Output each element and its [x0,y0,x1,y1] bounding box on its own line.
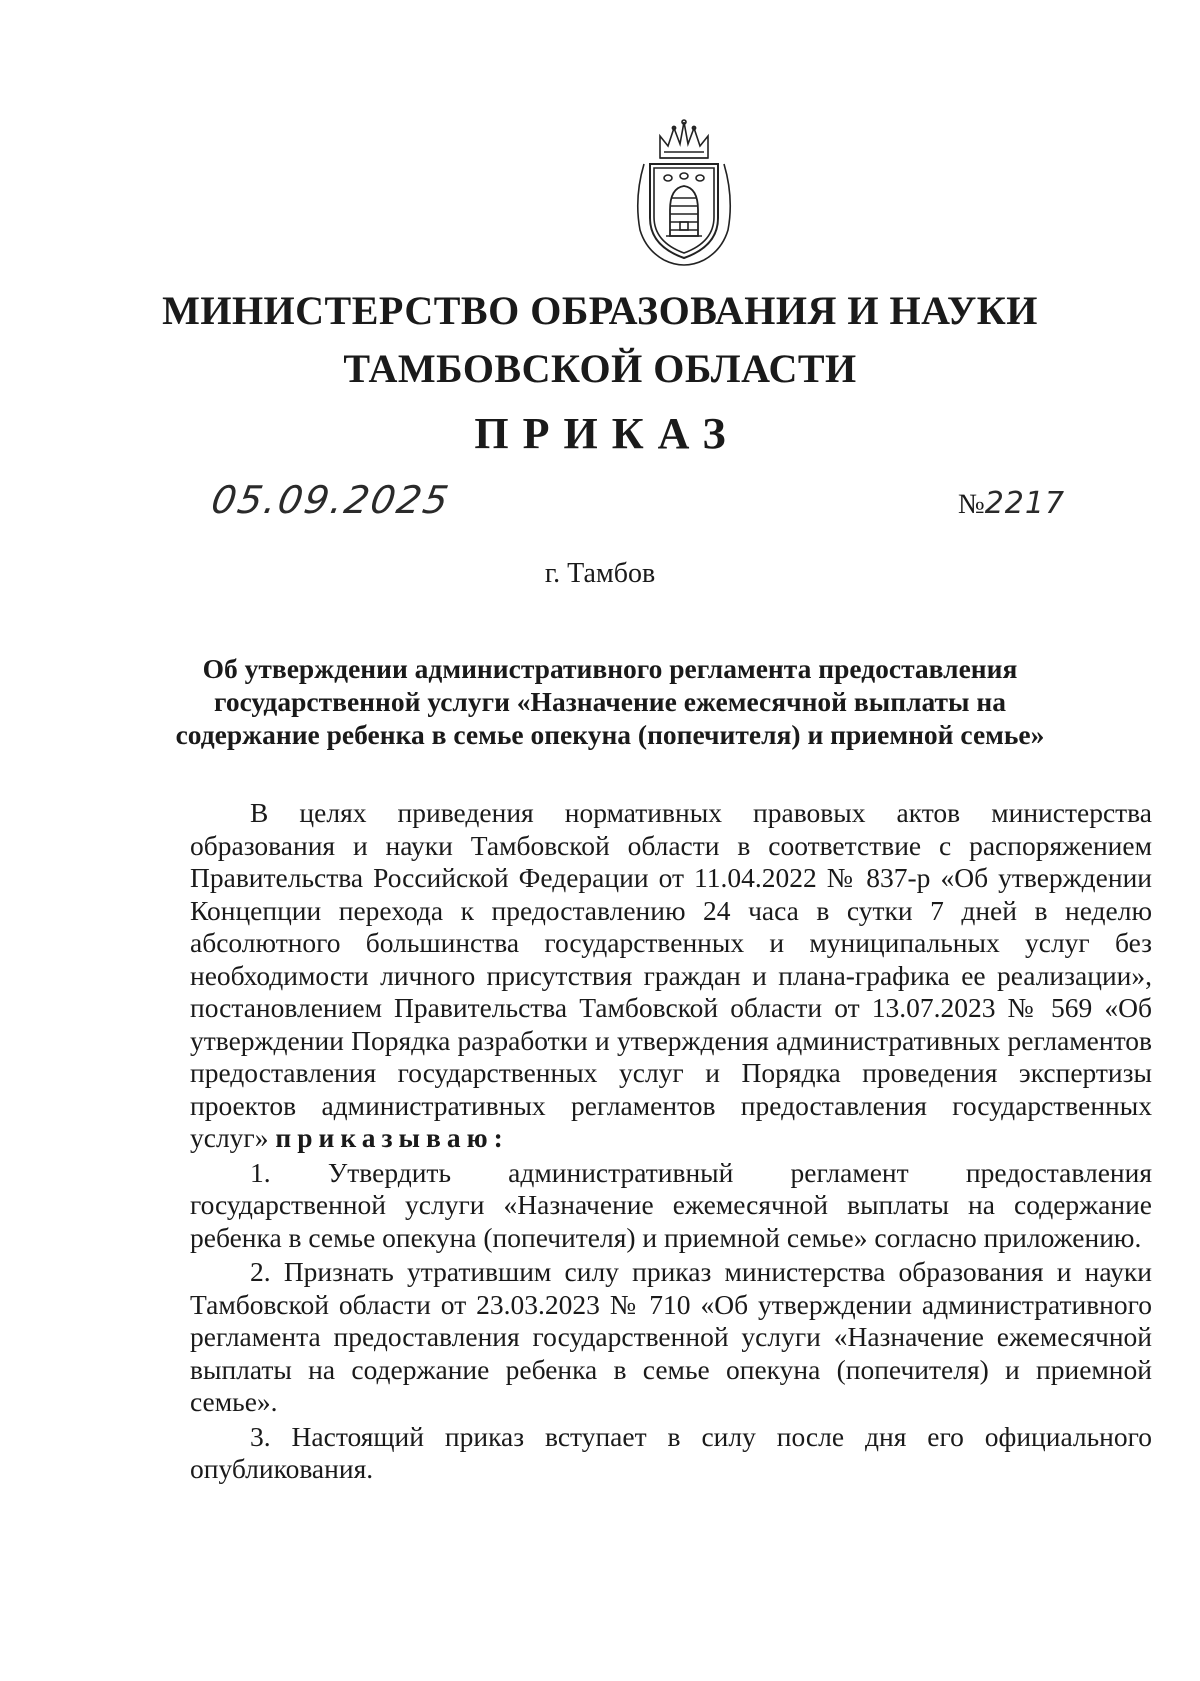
preamble-text: В целях приведения нормативных правовых актов министерства образования и науки Тамбовской области в соответствие с распоряжением Правительства Российской Федерации от 11.04.2022 № 837-р «Об утверждении Концепции перехода к предоставлению 24 часа в сутки 7 дней в неделю абсолютного большинства государственных и муниципальных услуг без необходимости личного присутствия граждан и плана-графика ее реализации», постановлением Правительства Тамбовской области от 13.07.2023 № 569 «Об утверждении Порядка разработки и утверждения административных регламентов предоставления государственных услуг и Порядка проведения экспертизы проектов административных регламентов предоставления государственных услуг» [190,797,1152,1153]
order-item-3: 3. Настоящий приказ вступает в силу после дня его официального опубликования. [190,1420,1152,1484]
document-subject [150,652,1070,751]
document-body [190,797,1152,1486]
order-item-2: 2. Признать утратившим силу приказ министерства образования и науки Тамбовской области от 23.03.2023 № 710 «Об утверждении административного регламента предоставления государственной услуги «Назначение ежемесячной выплаты на содержание ребенка в семье опекуна (попечителя) и приемной семье». [190,1256,1152,1417]
ministry-name [0,282,1200,398]
preamble-paragraph [190,797,1152,1155]
number-sign: № [958,489,985,520]
ministry-name-line2: ТАМБОВСКОЙ ОБЛАСТИ [343,346,857,391]
handwritten-date: 05.09.2025 [208,478,454,522]
order-item-1: 1. Утвердить административный регламент предоставления государственной услуги «Назначение ежемесячной выплаты на содержание ребенка в семье опекуна (попечителя) и приемной семье» согласно приложению. [190,1156,1152,1253]
subject-line2: государственной услуги «Назначение ежемесячной выплаты на [214,686,1006,717]
order-word: приказываю: [275,1122,509,1153]
subject-line1: Об утверждении административного регламента предоставления [202,653,1018,684]
document-number [958,486,1065,521]
city-line: г. Тамбов [544,558,656,589]
subject-line3: содержание ребенка в семье опекуна (попечителя) и приемной семье» [175,719,1045,750]
tambov-region-coat-of-arms-icon [630,118,738,268]
handwritten-number: 2217 [984,486,1066,521]
document-type-title: ПРИКАЗ [474,409,740,458]
ministry-name-line1: МИНИСТЕРСТВО ОБРАЗОВАНИЯ И НАУКИ [162,288,1038,333]
